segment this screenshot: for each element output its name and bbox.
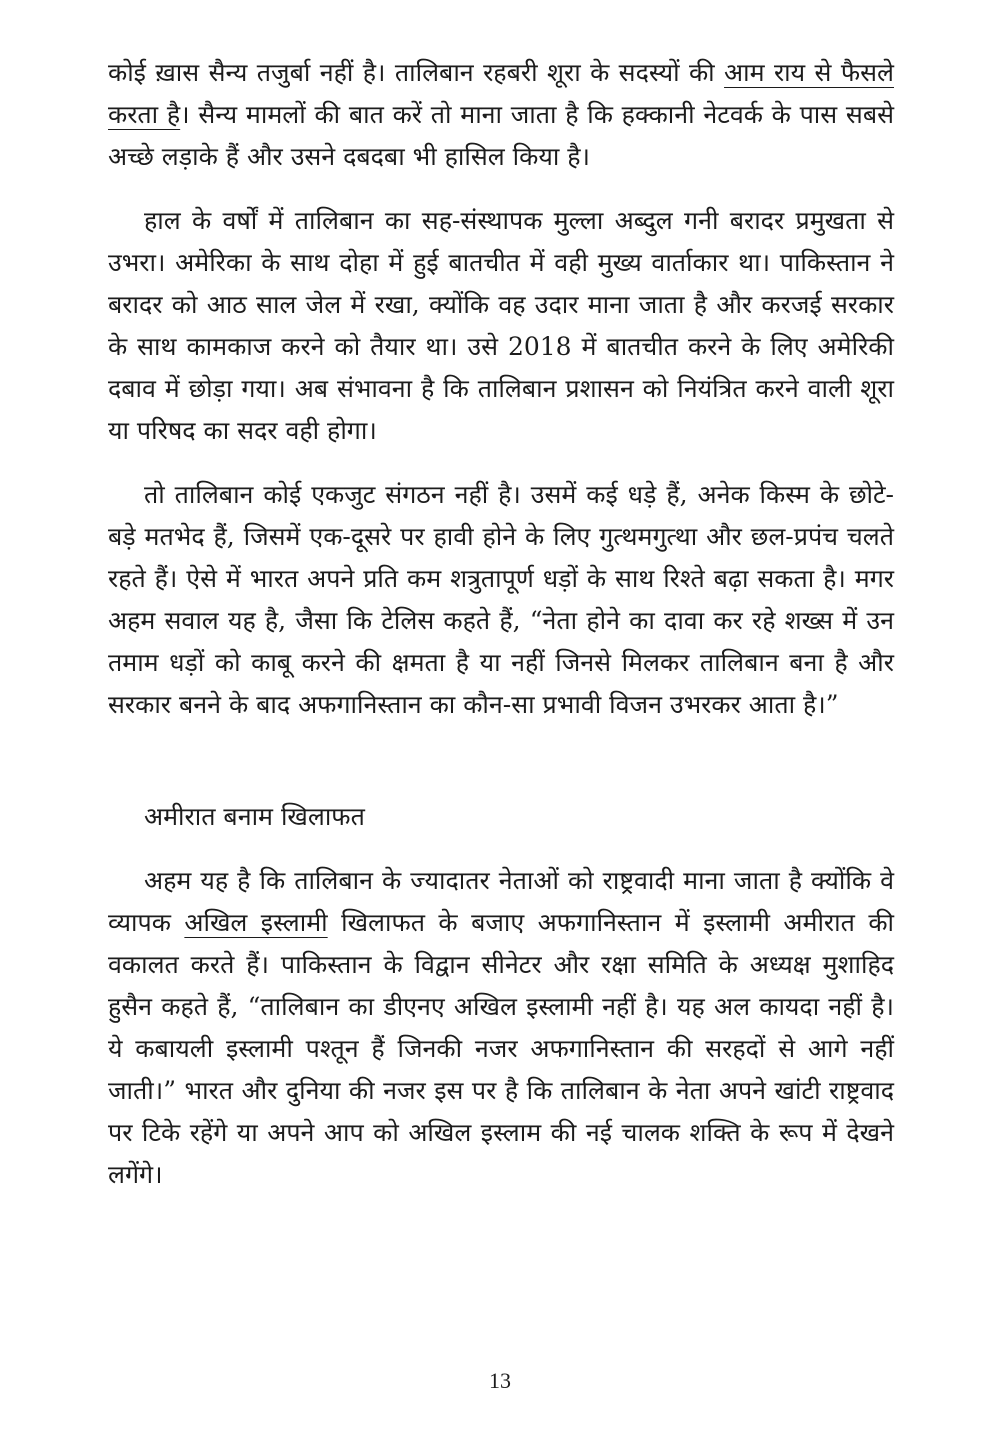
section-gap — [108, 726, 894, 796]
paragraph-2: हाल के वर्षों में तालिबान का सह-संस्थापक मुल्ला अब्दुल गनी बरादर प्रमुखता से उभरा। अमेरिका के साथ दोहा में हुई बातचीत में वही मुख्य वार्ताकार था। पाकिस्तान ने बरादर को आठ साल जेल में रखा, क्योंकि वह उदार माना जाता है और करजई सरकार के साथ कामकाज करने को तैयार था। उसे 2018 में बातचीत करने के लिए अमेरिकी दबाव में छोड़ा गया। अब संभावना है कि तालिबान प्रशासन को नियंत्रित करने वाली शूरा या परिषद का सदर वही होगा। — [108, 206, 894, 445]
page-number: 13 — [489, 1368, 511, 1393]
paragraph-3: तो तालिबान कोई एकजुट संगठन नहीं है। उसमें कई धड़े हैं, अनेक किस्म के छोटे-बड़े मतभेद हैं, जिसमें एक-दूसरे पर हावी होने के लिए गुत्थमगुत्था और छल-प्रपंच चलते रहते हैं। ऐसे में भारत अपने प्रति कम शत्रुतापूर्ण धड़ों के साथ रिश्ते बढ़ा सकता है। मगर अहम सवाल यह है, जैसा कि टेलिस कहते हैं, “नेता होने का दावा कर रहे शख्स में उन तमाम धड़ों को काबू करने की क्षमता है या नहीं जिनसे मिलकर तालिबान बना है और सरकार बनने के बाद अफगानिस्तान का कौन-सा प्रभावी विजन उभरकर आता है।” — [108, 480, 894, 719]
paragraph-1 — [108, 52, 894, 178]
underlined-phrase: आम राय से फैसले करता है — [108, 58, 894, 129]
page-body — [108, 52, 894, 1196]
paragraph-gap — [108, 838, 894, 860]
underlined-phrase: अखिल इस्लामी — [184, 908, 328, 937]
paragraph-4 — [108, 860, 894, 1196]
paragraph-4-text-b: खिलाफत के बजाए अफगानिस्तान में इस्लामी अमीरात की वकालत करते हैं। पाकिस्तान के विद्वान सीनेटर और रक्षा समिति के अध्यक्ष मुशाहिद हुसैन कहते हैं, “तालिबान का डीएनए अखिल इस्लामी नहीं है। यह अल कायदा नहीं है। ये कबायली इस्लामी पश्तून हैं जिनकी नजर अफगानिस्तान की सरहदों से आगे नहीं जाती।” भारत और दुनिया की नजर इस पर है कि तालिबान के नेता अपने खांटी राष्ट्रवाद पर टिके रहेंगे या अपने आप को अखिल इस्लाम की नई चालक शक्ति के रूप में देखने लगेंगे। — [108, 908, 894, 1189]
paragraph-1-text-b: । सैन्य मामलों की बात करें तो माना जाता है कि हक्कानी नेटवर्क के पास सबसे अच्छे लड़ाके हैं और उसने दबदबा भी हासिल किया है। — [108, 100, 894, 171]
paragraph-gap — [108, 178, 894, 200]
paragraph-4-text-a: अहम यह है कि तालिबान के ज्यादातर नेताओं को राष्ट्रवादी माना जाता है क्योंकि वे व्यापक — [108, 866, 894, 937]
section-heading: अमीरात बनाम खिलाफत — [144, 802, 365, 831]
paragraph-gap — [108, 452, 894, 474]
paragraph-1-text-a: कोई ख़ास सैन्य तजुर्बा नहीं है। तालिबान रहबरी शूरा के सदस्यों की — [108, 58, 725, 87]
